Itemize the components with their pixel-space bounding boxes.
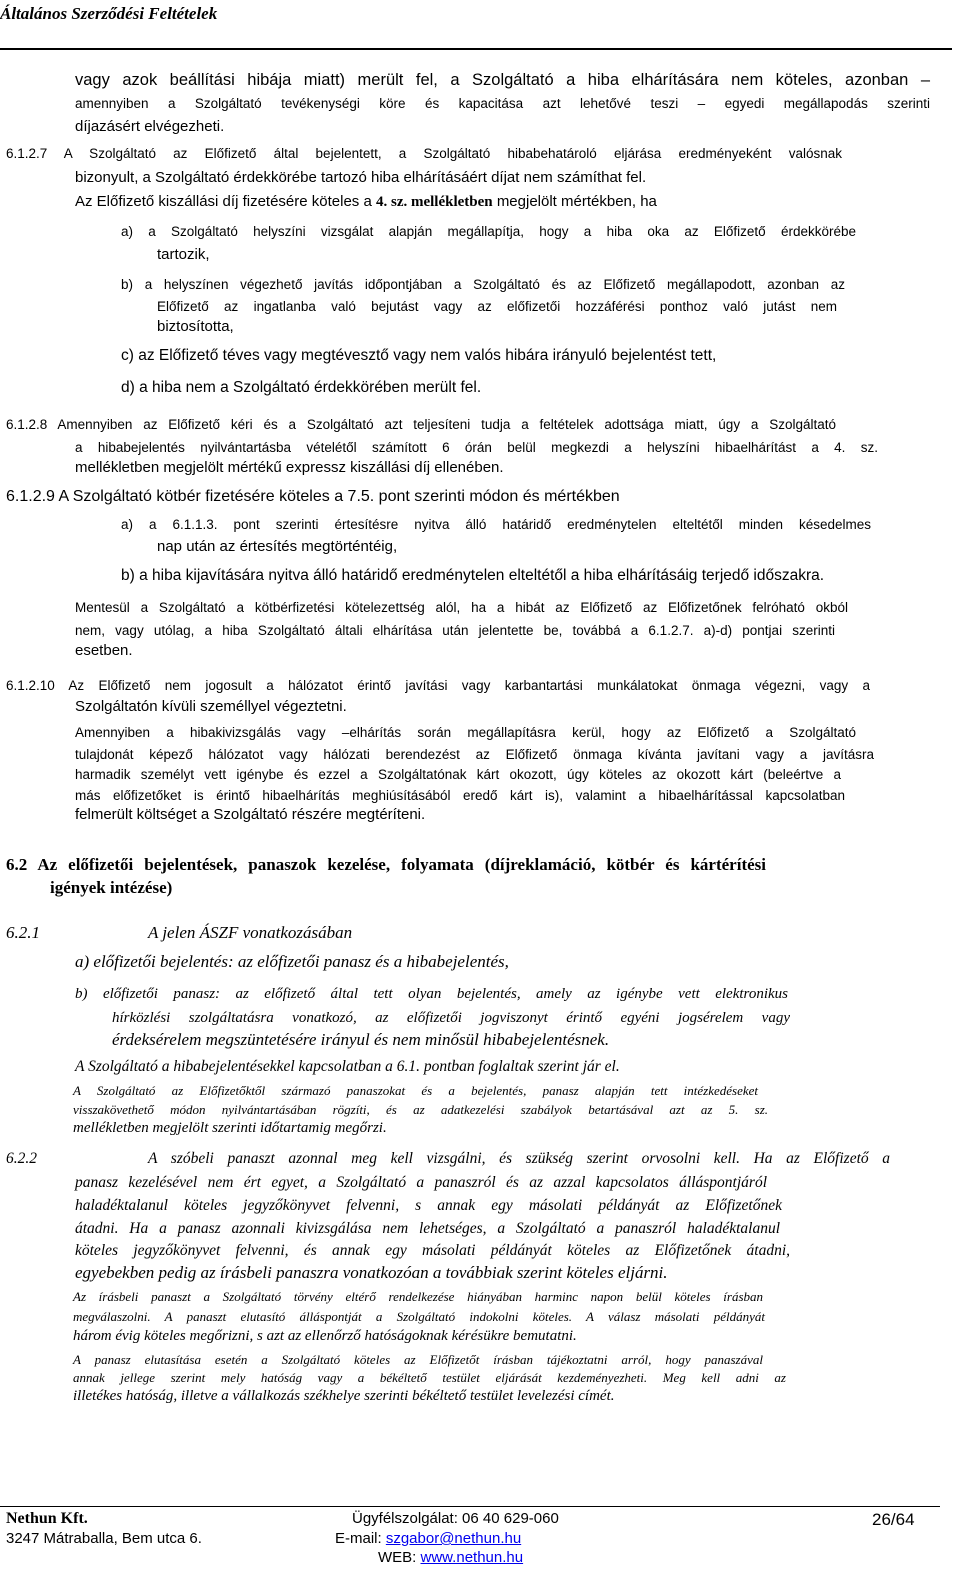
text-line: panasz kezelésével nem ért egyet, a Szolgáltató a panaszról és az azzal kapcsolatos álláspontjáról	[75, 1174, 767, 1191]
text-line: más előfizetőket is érintő hibaelhárítás meghiúsításából eredő kárt is), valamint a hibaelhárítással kapcsolatban	[75, 788, 845, 803]
text-line: visszakövethető módon nyilvántartásában rögzíti, és az adatkezelési szabályok betartásával azt az 5. sz.	[73, 1102, 768, 1117]
list-item: c) az Előfizető téves vagy megtévesztő vagy nem valós hibára irányuló bejelentést tett,	[121, 347, 717, 364]
text-line: esetben.	[75, 642, 133, 659]
text-line: hírközlési szolgáltatásra vonatkozó, az előfizetői jogviszonyt érintő egyéni jogsérelem vagy	[112, 1010, 790, 1026]
text-line: biztosította,	[157, 318, 234, 335]
text-line: tulajdonát képező hálózatot vagy hálózati berendezést az Előfizető önmaga kívánta javítani vagy a javításra	[75, 747, 874, 762]
text-line: A szóbeli panaszt azonnal meg kell vizsgálni, és szükség szerint orvosolni kell. Ha az Előfizető a	[148, 1150, 890, 1167]
text-line: A Szolgáltató a hibabejelentésekkel kapcsolatban a 6.1. pontban foglaltak szerint jár el.	[75, 1058, 620, 1075]
text-line: három évig köteles megőrizni, s azt az ellenőrző hatóságoknak kérésükre bemutatni.	[73, 1328, 577, 1344]
email-link[interactable]: szgabor@nethun.hu	[385, 1530, 522, 1547]
list-item: b) előfizetői panasz: az előfizető által tett olyan bejelentés, amely az igénybe vett elektronikus	[75, 986, 788, 1002]
footer-support-phone: Ügyfélszolgálat: 06 40 629-060	[352, 1510, 559, 1527]
text-line: felmerült költséget a Szolgáltató részére megtéríteni.	[75, 806, 426, 823]
text-line: Szolgáltatón kívüli személlyel végeztetni.	[75, 698, 347, 715]
text-line: vagy azok beállítási hibája miatt) merült fel, a Szolgáltató a hiba elhárítására nem köteles, azonban –	[75, 71, 930, 89]
text-line: A Szolgáltató az Előfizetőktől származó panaszokat és a bejelentés, panasz alapján tett intézkedéseket	[73, 1083, 758, 1098]
text-line: nem, vagy utólag, a hiba Szolgáltató általi elhárítása után jelentette be, továbbá a 6.1.2.7. a)-d) pontjai szerinti	[75, 623, 835, 638]
text-line: köteles jegyzőkönyvet felvenni, és annak egy másolati példányát köteles az Előfizetőnek átadni,	[75, 1242, 790, 1259]
text-line: harmadik személyt vett igénybe és ezzel a Szolgáltatónak kárt okozott, úgy köteles az okozott kárt (beleértve a	[75, 767, 841, 782]
text-line: Előfizető az ingatlanba való bejutást vagy az előfizetői hozzáférési ponthoz való jutást nem	[157, 299, 837, 314]
list-item: d) a hiba nem a Szolgáltató érdekkörében merült fel.	[121, 379, 482, 396]
section-heading: igények intézése)	[50, 878, 173, 897]
list-item: a) a Szolgáltató helyszíni vizsgálat alapján megállapítja, hogy a hiba oka az Előfizető érdekkörébe	[121, 224, 856, 239]
text-line: annak jellege szerint mely hatóság vagy a békéltető testület eljárását kezdeményezheti. Meg kell adni az	[73, 1370, 786, 1385]
text-line: Az írásbeli panaszt a Szolgáltató törvény eltérő rendelkezése hiányában harminc napon belül köteles írásban	[73, 1289, 763, 1304]
text-line: A jelen ÁSZF vonatkozásában	[148, 923, 353, 942]
text-line: 6.1.2.9 A Szolgáltató kötbér fizetésére köteles a 7.5. pont szerinti módon és mértékben	[6, 488, 620, 505]
section-heading: 6.2 Az előfizetői bejelentések, panaszok kezelése, folyamata (díjreklamáció, kötbér és kártérítési	[6, 855, 766, 874]
text-line: Amennyiben a hibakivizsgálás vagy –elhárítás során megállapításra kerül, hogy az Előfizető a Szolgáltató	[75, 725, 856, 740]
text-line: 6.1.2.7 A Szolgáltató az Előfizető által bejelentett, a Szolgáltató hibabehatároló eljárása eredményeként valósnak	[6, 146, 842, 161]
text-line: tartozik,	[157, 246, 210, 263]
header-title: Általános Szerződési Feltételek	[0, 4, 218, 23]
text-line: amennyiben a Szolgáltató tevékenységi köre és kapacitása azt lehetővé teszi – egyedi megállapodás szerinti	[75, 96, 930, 111]
footer-web: WEB: www.nethun.hu	[378, 1549, 524, 1566]
page-number: 26/64	[872, 1510, 915, 1529]
header-rule	[0, 48, 952, 50]
footer-rule	[0, 1506, 940, 1507]
text-line: nap után az értesítés megtörténtéig,	[157, 538, 398, 555]
footer-email: E-mail: szgabor@nethun.hu	[335, 1530, 522, 1547]
text-line: 6.1.2.10 Az Előfizető nem jogosult a hálózatot érintő javítási vagy karbantartási munkálatokat önmaga végezni, vagy a	[6, 678, 870, 693]
text-line: bizonyult, a Szolgáltató érdekkörébe tartozó hiba elhárításáért díjat nem számíthat fel.	[75, 169, 647, 186]
text-line: Mentesül a Szolgáltató a kötbérfizetési kötelezettség alól, ha a hibát az Előfizető az Előfizetőnek felróható okból	[75, 600, 848, 615]
text-line: haladéktalanul köteles jegyzőkönyvet felvenni, s annak egy másolati példányát az Előfizetőnek	[75, 1197, 782, 1214]
footer-company: Nethun Kft.	[6, 1510, 88, 1527]
list-item: a) előfizetői bejelentés: az előfizetői panasz és a hibabejelentés,	[75, 952, 509, 971]
text-line: A panasz elutasítása esetén a Szolgáltató köteles az Előfizetőt írásban tájékoztatni arról, hogy panaszával	[73, 1352, 763, 1367]
text-line: illetékes hatóság, illetve a vállalkozás székhelye szerinti békéltető testület levelezési címét.	[73, 1388, 615, 1404]
text-line: mellékletben megjelölt szerinti időtartamig megőrzi.	[73, 1120, 387, 1136]
text-line: Az Előfizető kiszállási díj fizetésére köteles a 4. sz. mellékletben megjelölt mértékben, ha	[75, 193, 657, 210]
text-line: megválaszolni. A panaszt elutasító álláspontját a Szolgáltató indokolni köteles. A válasz másolati példányát	[73, 1309, 765, 1324]
list-item: b) a helyszínen végezhető javítás időpontjában a Szolgáltató és az Előfizető megállapodott, azonban az	[121, 277, 845, 292]
text-line: díjazásért elvégezheti.	[75, 118, 225, 135]
web-link[interactable]: www.nethun.hu	[420, 1549, 524, 1566]
text-line: átadni. Ha a panasz azonnali kivizsgálása nem lehetséges, a Szolgáltató a panaszról haladéktalanul	[75, 1220, 780, 1237]
section-number: 6.2.1	[6, 923, 40, 942]
list-item: b) a hiba kijavítására nyitva álló határidő eredménytelen elteltétől a hiba elhárításáig terjedő időszakra.	[121, 567, 825, 584]
text-line: 6.1.2.8 Amennyiben az Előfizető kéri és a Szolgáltató azt teljesíteni tudja a feltételek adottsága miatt, úgy a Szolgáltató	[6, 417, 836, 432]
text-line: mellékletben megjelölt mértékű expressz kiszállási díj ellenében.	[75, 459, 504, 476]
footer-address: 3247 Mátraballa, Bem utca 6.	[6, 1530, 202, 1547]
section-number: 6.2.2	[6, 1150, 37, 1167]
text-line: érdeksérelem megszüntetésére irányul és nem minősül hibabejelentésnek.	[112, 1030, 610, 1049]
list-item: a) a 6.1.1.3. pont szerinti értesítésre nyitva álló határidő eredménytelen elteltétől minden késedelmes	[121, 517, 871, 532]
text-line: egyebekben pedig az írásbeli panaszra vonatkozóan a továbbiak szerint köteles eljárni.	[75, 1263, 668, 1282]
text-line: a hibabejelentés nyilvántartásba vételétől számított 6 órán belül megkezdi a helyszíni hibaelhárítást a 4. sz.	[75, 440, 878, 455]
